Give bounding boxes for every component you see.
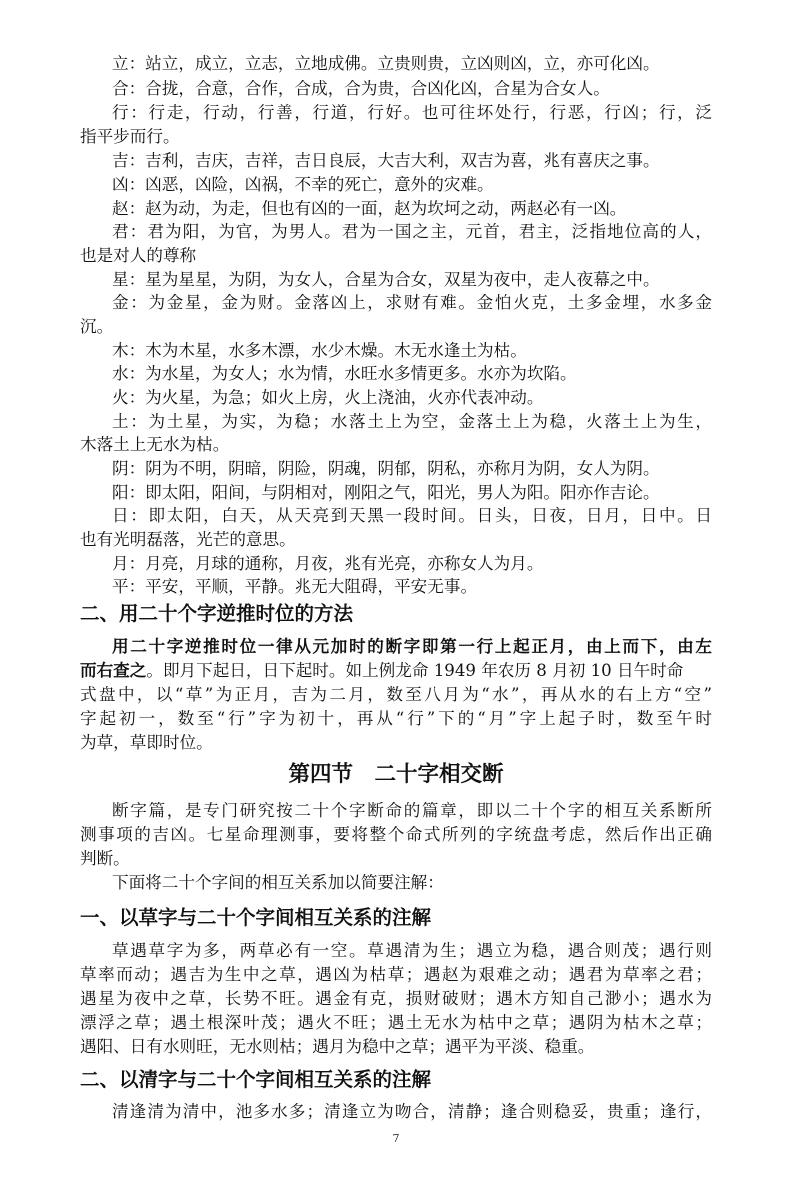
entry-huo: 火：为火星，为急；如火上房，火上浇油，火亦代表冲动。 bbox=[112, 388, 544, 407]
sub1-line5: 遇阳、日有水则旺，无水则枯；遇月为稳中之草；遇平为平淡、稳重。 bbox=[80, 1037, 595, 1056]
section2-para-line5: 为草，草即时位。 bbox=[80, 733, 213, 752]
intro-line1: 断字篇，是专门研究按二十个字断命的篇章，即以二十个字的相互关系断所 bbox=[112, 801, 712, 820]
entry-li: 立：站立，成立，立志，立地成佛。立贵则贵，立凶则凶，立，亦可化凶。 bbox=[112, 54, 660, 73]
entry-tu-cont: 木落土上无水为枯。 bbox=[80, 435, 230, 454]
section2-para-line3: 式盘中，以“草”为正月，吉为二月，数至八月为“水”，再从水的右上方“空” bbox=[80, 685, 712, 704]
sub2-line1: 清逢清为清中，池多水多；清逢立为吻合，清静；逢合则稳妥，贵重；逢行， bbox=[112, 1102, 712, 1121]
sub1-line2: 草率而动；遇吉为生中之草，遇凶为枯草；遇赵为艰难之动；遇君为草率之君； bbox=[80, 965, 712, 984]
intro-line4: 下面将二十个字间的相互关系加以简要注解： bbox=[112, 873, 444, 892]
subsection-heading-qing: 二、以清字与二十个字间相互关系的注解 bbox=[80, 1068, 432, 1091]
section2-para-line1: 用二十字逆推时位一律从元加时的断字即第一行上起正月，由上而下，由左 bbox=[112, 637, 712, 656]
subsection-heading-cao: 一、以草字与二十个字间相互关系的注解 bbox=[80, 906, 432, 929]
entry-zhao: 赵：赵为动，为走，但也有凶的一面，赵为坎坷之动，两赵必有一凶。 bbox=[112, 199, 627, 218]
intro-line2: 测事项的吉凶。七星命理测事，要将整个命式所列的字统盘考虑，然后作出正确 bbox=[80, 825, 712, 844]
entry-ri: 日：即太阳，白天，从天亮到天黑一段时间。日头，日夜，日月，日中。日 bbox=[112, 506, 712, 525]
sub1-line1: 草遇草字为多，两草必有一空。草遇清为生；遇立为稳，遇合则茂；遇行则 bbox=[112, 941, 712, 960]
entry-ping: 平：平安，平顺，平静。兆无大阻碍，平安无事。 bbox=[112, 577, 478, 596]
entry-yin: 阴：阴为不明，阴暗，阴险，阴魂，阴郁，阴私，亦称月为阴，女人为阴。 bbox=[112, 459, 660, 478]
entry-tu: 土：为土星，为实，为稳；水落土上为空，金落土上为稳，火落土上为生， bbox=[112, 412, 712, 431]
entry-xing: 行：行走，行动，行善，行道，行好。也可往坏处行，行恶，行凶；行，泛 bbox=[112, 103, 712, 122]
section2-para-line2 bbox=[80, 659, 712, 683]
sub1-line3: 遇星为夜中之草，长势不旺。遇金有克，损财破财；遇木方知自己渺小；遇水为 bbox=[80, 989, 712, 1008]
section-heading-reverse-method: 二、用二十个字逆推时位的方法 bbox=[80, 602, 354, 625]
entry-he: 合：合拢，合意，合作，合成，合为贵，合凶化凶，合星为合女人。 bbox=[112, 79, 610, 98]
section2-bold-phrase: 而右查之 bbox=[80, 661, 147, 680]
entry-ji: 吉：吉利，吉庆，吉祥，吉日良辰，大吉大利，双吉为喜，兆有喜庆之事。 bbox=[112, 151, 660, 170]
entry-mu: 木：木为木星，水多木漂，水少木燥。木无水逢土为枯。 bbox=[112, 341, 527, 360]
entry-xiong: 凶：凶恶，凶险，凶祸，不幸的死亡，意外的灾难。 bbox=[112, 175, 494, 194]
entry-jun-cont: 也是对人的尊称 bbox=[80, 246, 197, 265]
entry-shui: 水：为水星，为女人；水为情，水旺水多情更多。水亦为坎陷。 bbox=[112, 364, 577, 383]
sub1-line4: 漂浮之草；遇土根深叶茂；遇火不旺；遇土无水为枯中之草；遇阴为枯木之草； bbox=[80, 1013, 712, 1032]
entry-ri-cont: 也有光明磊落，光芒的意思。 bbox=[80, 530, 296, 549]
section2-line2-rest: 。即月下起日，日下起时。如上例龙命 1949 年农历 8 月初 10 日午时命 bbox=[146, 661, 684, 680]
entry-yang: 阳：即太阳，阳间，与阴相对，刚阳之气，阳光，男人为阳。阳亦作吉论。 bbox=[112, 483, 660, 502]
entry-jin: 金：为金星，金为财。金落凶上，求财有难。金怕火克，土多金埋，水多金 bbox=[112, 293, 712, 312]
intro-line3: 判断。 bbox=[80, 849, 130, 868]
section2-para-line4: 字起初一，数至“行”字为初十，再从“行”下的“月”字上起子时，数至午时 bbox=[80, 709, 712, 728]
section-title: 第四节 二十字相交断 bbox=[288, 762, 504, 787]
entry-yue: 月：月亮，月球的通称，月夜，兆有光亮，亦称女人为月。 bbox=[112, 554, 544, 573]
entry-xing-star: 星：星为星星，为阴，为女人，合星为合女，双星为夜中，走人夜幕之中。 bbox=[112, 270, 660, 289]
entry-xing-cont: 指平步而行。 bbox=[80, 127, 180, 146]
entry-jin-cont: 沉。 bbox=[80, 317, 114, 336]
entry-jun: 君：君为阳，为官，为男人。君为一国之主，元首，君主，泛指地位高的人， bbox=[112, 222, 712, 241]
page-number: 7 bbox=[392, 1132, 400, 1145]
